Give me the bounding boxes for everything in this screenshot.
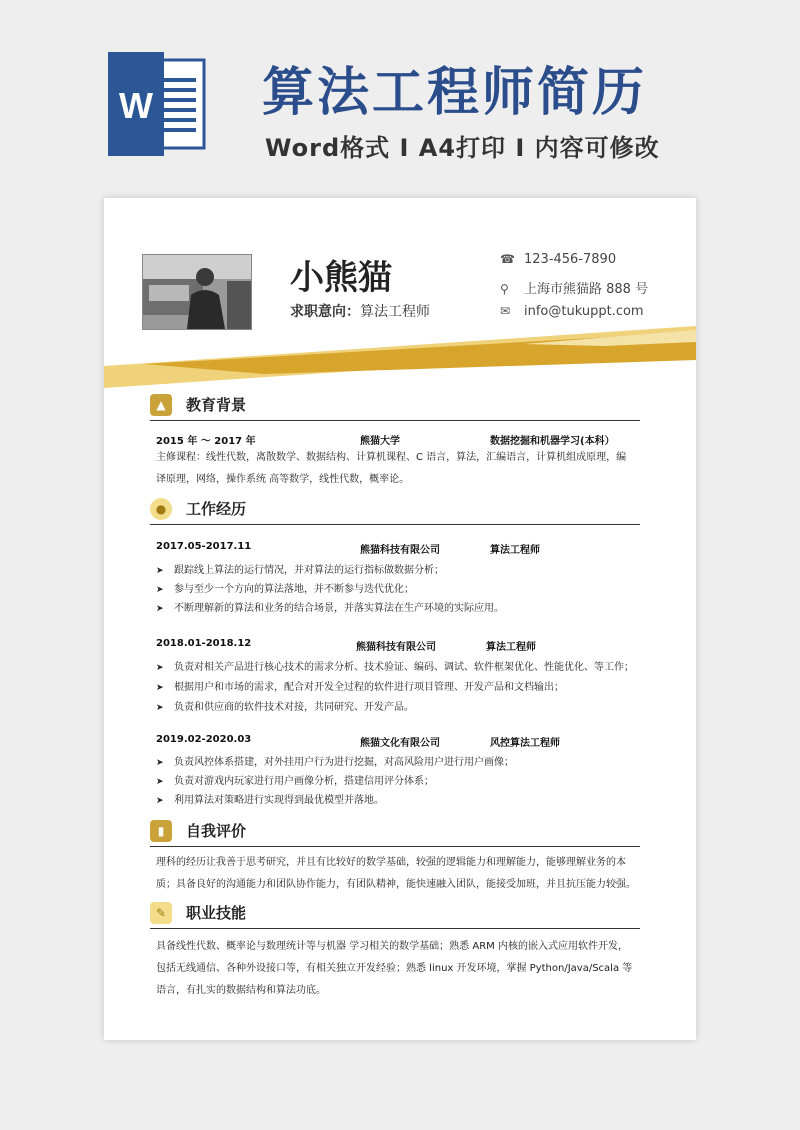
list-item: ➤ 负责风控体系搭建，对外挂用户行为进行挖掘，对高风险用户进行用户画像；	[156, 757, 514, 768]
candidate-name: 小熊猫	[290, 258, 392, 298]
list-item: ➤ 负责和供应商的软件技术对接，共同研究、开发产品。	[156, 702, 414, 713]
section-education	[150, 396, 640, 421]
email-icon: ✉	[500, 304, 511, 318]
job-value: 算法工程师	[360, 304, 430, 320]
contact-phone: ☎ 123-456-7890	[500, 252, 617, 267]
arrow-icon: ➤	[156, 663, 164, 673]
location-pin-icon: ⚲	[500, 282, 509, 296]
banner-subtitle: Word格式 I A4打印 I 内容可修改	[265, 134, 660, 162]
section-skills	[150, 904, 640, 929]
list-item: ➤ 根据用户和市场的需求，配合对开发全过程的软件进行项目管理、开发产品和文档输出；	[156, 682, 564, 693]
contact-address: ⚲ 上海市熊猫路 888 号	[500, 282, 649, 297]
arrow-icon: ➤	[156, 796, 164, 806]
section-title: 自我评价	[186, 822, 247, 840]
pen-icon: ✎	[150, 902, 172, 924]
briefcase-icon: ●	[150, 498, 172, 520]
graduation-cap-icon: ▲	[150, 394, 172, 416]
word-document-icon	[104, 52, 210, 156]
arrow-icon: ➤	[156, 585, 164, 595]
section-title: 教育背景	[186, 396, 247, 414]
list-item: ➤ 负责对相关产品进行核心技术的需求分析、技术验证、编码、调试、软件框架优化、性能优化、等工作；	[156, 662, 634, 673]
list-item: ➤ 参与至少一个方向的算法落地，并不断参与迭代优化；	[156, 584, 414, 595]
banner-title: 算法工程师简历	[262, 63, 648, 123]
list-item: ➤ 跟踪线上算法的运行情况，并对算法的运行指标做数据分析；	[156, 565, 444, 576]
arrow-icon: ➤	[156, 777, 164, 787]
arrow-icon: ➤	[156, 683, 164, 693]
svg-text:W: W	[119, 85, 153, 126]
banner	[0, 0, 800, 190]
list-item: ➤ 不断理解新的算法和业务的结合场景，并落实算法在生产环境的实际应用。	[156, 603, 504, 614]
skills-text: 具备线性代数、概率论与数理统计等与机器 学习相关的数学基础；熟悉 ARM 内核的嵌入式应用软件开发，包括无线通信、各种外设接口等，有相关独立开发经验；熟悉 linux 开发环境，掌握 Python/Java/Scala 等语言，有扎实的数据结构和算法功底。	[156, 941, 633, 996]
book-icon: ▮	[150, 820, 172, 842]
header-ribbon	[104, 326, 696, 388]
arrow-icon: ➤	[156, 566, 164, 576]
section-title: 职业技能	[186, 904, 247, 922]
self-evaluation-text: 理科的经历让我善于思考研究，并且有比较好的数学基础，较强的逻辑能力和理解能力，能够理解业务的本质；具备良好的沟通能力和团队协作能力，有团队精神，能快速融入团队，能接受加班，并且抗压能力较强。	[156, 857, 636, 890]
section-work	[150, 500, 640, 525]
resume-page: 小熊猫 求职意向：算法工程师 ☎ 123-456-7890 ⚲ 上海市熊猫路 888 号 ✉ info@tukuppt.com ▲ 教育背景 2015 年 ～ 2017 年 熊猫大学 数据挖掘和机器学习(本科） 主修课程：线性代数，离散数学、数据结构、计算机课程、C 语言，算法，汇编语言，计算机组成原理，编译原理，网络，操作系统 高等数学，线性代数，概率论。 ● 工作经历 2017.05-2017.11 熊猫科技有限公司 算法工程师 ➤ 跟踪线上算法的运行情况，并对算法的运行指标做数据分析； ➤ 参与至少一个方向的算法落地，并不断参与迭代优化； ➤ 不断理解新的算法和业务的结合场景，并落实算法在生产环境的实际应用。 2018.01-2018.12 熊猫科技有限公司 算法工程师 ➤ 负责对相关产品进行核心技术的需求分析、技术验证、编码、调试、软件框架优化、性能优化、等工作； ➤ 根据用户和市场的需求，配合对开发全过程的软件进行项目管理、开发产品和文档输出； ➤ 负责和供应商的软件技术对接，共同研究、开发产品。 2019.02-2020.03 熊猫文化有限公司 风控算法工程师 ➤ 负责风控体系搭建，对外挂用户行为进行挖掘，对高风险用户进行用户画像； ➤ 负责对游戏内玩家进行用户画像分析，搭建信用评分体系； ➤ 利用算法对策略进行实现得到最优模型并落地。 ▮ 自我评价 理科的经历让我善于思考研究，并且有比较好的数学基础，较强的逻辑能力和理解能力，能够理解业务的本质；具备良好的沟通能力和团队协作能力，有团队精神，能快速融入团队，能接受加班，并且抗压能力较强。 ✎ 职业技能 具备线性代数、概率论与数理统计等与机器 学习相关的数学基础；熟悉 ARM 内核的嵌入式应用软件开发，包括无线通信、各种外设接口等，有相关独立开发经验；熟悉 linux 开发环境，掌握 Python/Java/Scala 等语言，有扎实的数据结构和算法功底。	[104, 198, 696, 1040]
list-item: ➤ 负责对游戏内玩家进行用户画像分析，搭建信用评分体系；	[156, 776, 434, 787]
list-item: ➤ 利用算法对策略进行实现得到最优模型并落地。	[156, 795, 384, 806]
phone-icon: ☎	[500, 252, 515, 266]
section-self-evaluation	[150, 822, 640, 847]
portrait-photo	[142, 254, 252, 330]
arrow-icon: ➤	[156, 758, 164, 768]
arrow-icon: ➤	[156, 703, 164, 713]
contact-email: ✉ info@tukuppt.com	[500, 304, 644, 319]
job-intention	[290, 301, 430, 321]
section-title: 工作经历	[186, 500, 247, 518]
arrow-icon: ➤	[156, 604, 164, 614]
job-label: 求职意向：	[290, 304, 360, 320]
education-courses: 主修课程：线性代数，离散数学、数据结构、计算机课程、C 语言，算法，汇编语言，计算机组成原理，编译原理，网络，操作系统 高等数学，线性代数，概率论。	[156, 452, 627, 485]
